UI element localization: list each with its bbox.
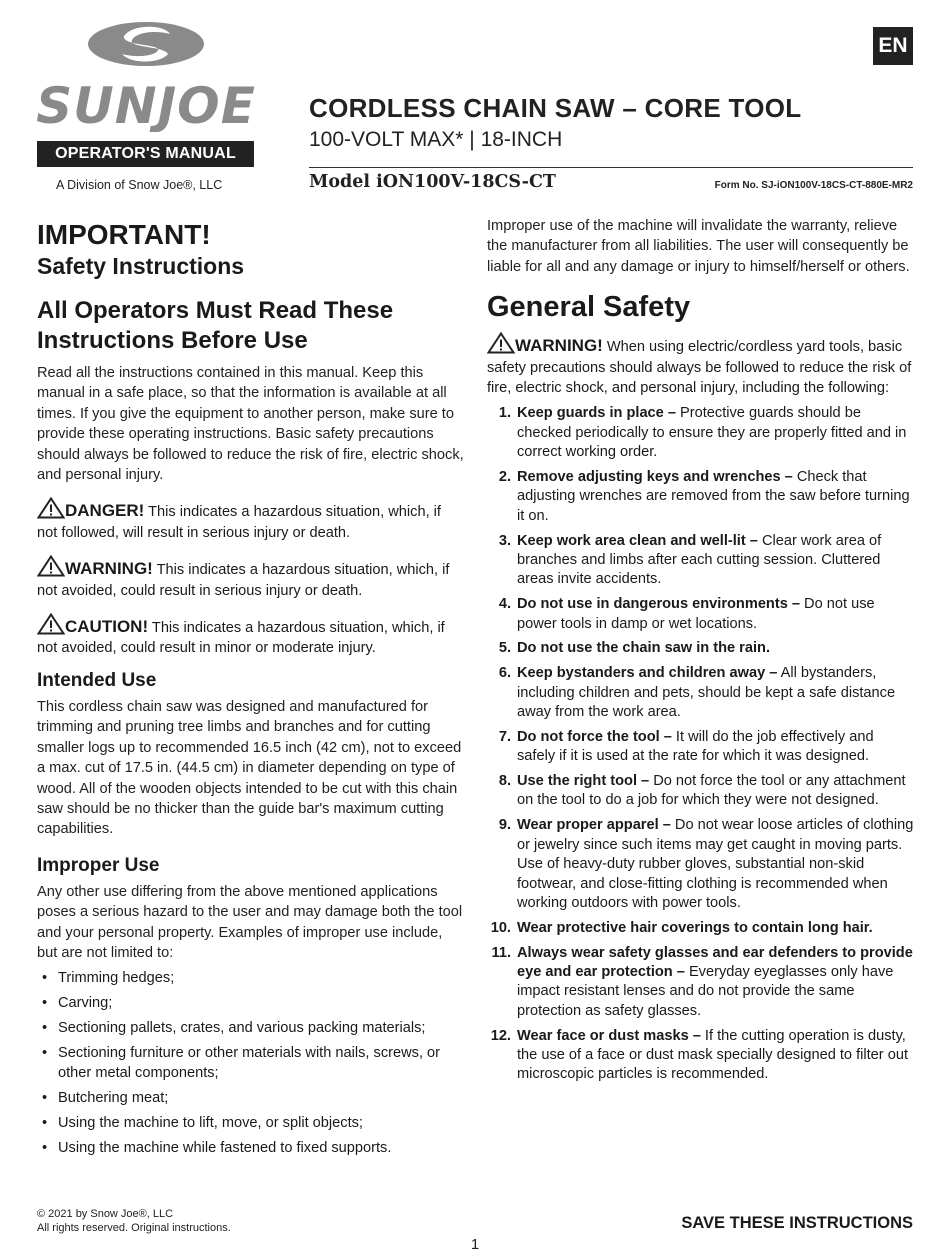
model-number: Model iON100V-18CS-CT [309, 172, 556, 192]
warning-word: WARNING! [65, 559, 153, 579]
list-item: 4. Do not use in dangerous environments – Do not use power tools in damp or wet locations. [498, 596, 875, 632]
intended-use-paragraph: This cordless chain saw was designed and manufactured for trimming and pruning tree limbs and branches and for cutting smaller logs up to recommended 16.5 inch (42 cm), not to exceed a max. cut of 17.5 in. (44.5 cm) in diameter depending on type of wood. All of the wooden objects intended to be cut with this chain saw should be no thicker than the guide bar's maximum cutting capabilities. [37, 698, 462, 838]
sunjoe-logo [36, 20, 256, 132]
danger-text: This indicates a hazardous situation, which, if not followed, will result in serious injury or death. [37, 504, 441, 541]
list-item: • Carving; [42, 995, 113, 1012]
document-title: CORDLESS CHAIN SAW – CORE TOOL [309, 93, 802, 123]
warning-notice [37, 555, 465, 601]
general-warning-notice [487, 332, 915, 398]
operators-manual-label: OPERATOR'S MANUAL [37, 141, 254, 167]
intended-use-heading: Intended Use [37, 669, 157, 691]
list-item: • Butchering meat; [42, 1090, 169, 1107]
svg-text:SUNJOE: SUNJOE [36, 77, 256, 132]
list-item: 8. Use the right tool – Do not force the tool or any attachment on the tool to do a job for which they were not designed. [498, 773, 906, 809]
caution-notice [37, 613, 465, 659]
document-subtitle: 100-VOLT MAX* | 18-INCH [309, 128, 563, 151]
warning-text: When using electric/cordless yard tools, basic safety precautions should always be followed to reduce the risk of fire, electric shock, and personal injury, including the following: [487, 339, 912, 397]
copyright-line: © 2021 by Snow Joe®, LLC [37, 1208, 174, 1220]
division-text: A Division of Snow Joe®, LLC [56, 178, 223, 192]
important-heading: IMPORTANT! [37, 219, 211, 250]
improper-use-paragraph: Any other use differing from the above mentioned applications poses a serious hazard to the user and may damage both the tool and your personal property. Examples of improper use include, but are not limited to: [37, 883, 463, 961]
safety-rules-list [487, 404, 915, 1084]
caution-word: CAUTION! [65, 617, 149, 637]
list-item: 11. Always wear safety glasses and ear defenders to provide eye and ear protection – Everyday eyeglasses only have impact resistant lenses and do not provide the same protection as safety glasses. [491, 944, 913, 1019]
warning-triangle-icon [487, 332, 515, 354]
list-item: 5. Do not use the chain saw in the rain. [498, 640, 770, 657]
list-item: • Sectioning furniture or other materials with nails, screws, or other metal components; [42, 1045, 441, 1082]
rights-line: All rights reserved. Original instructions. [37, 1222, 231, 1234]
safety-instructions-heading: Safety Instructions [37, 253, 245, 279]
warning-triangle-icon [37, 497, 65, 519]
page-number: 1 [470, 1236, 480, 1253]
language-badge: EN [873, 27, 913, 65]
general-safety-heading: General Safety [487, 291, 691, 324]
list-item: • Trimming hedges; [42, 970, 175, 987]
danger-notice [37, 497, 465, 543]
list-item: • Using the machine while fastened to fixed supports. [42, 1140, 392, 1157]
improper-use-heading: Improper Use [37, 854, 160, 876]
sunjoe-logo-icon [36, 20, 256, 132]
warning-word: WARNING! [515, 336, 603, 356]
list-item: 3. Keep work area clean and well-lit – Clear work area of branches and limbs after each cutting session. Cluttered areas invite accidents. [498, 532, 882, 588]
right-column [487, 216, 915, 1090]
list-item: 12. Wear face or dust masks – If the cutting operation is dusty, the use of a face or dust mask specially designed to filter out microscopic particles is recommended. [490, 1027, 909, 1083]
form-number: Form No. SJ-iON100V-18CS-CT-880E-MR2 [714, 180, 913, 191]
warning-triangle-icon [37, 613, 65, 635]
list-item: • Using the machine to lift, move, or split objects; [42, 1115, 363, 1132]
list-item: 1. Keep guards in place – Protective guards should be checked periodically to ensure they are properly fitted and in correct working order. [498, 405, 907, 461]
list-item: • Sectioning pallets, crates, and various packing materials; [42, 1020, 426, 1037]
warning-text: This indicates a hazardous situation, which, if not avoided, could result in serious injury or death. [37, 562, 450, 599]
list-item: 10. Wear protective hair coverings to contain long hair. [490, 919, 873, 936]
list-item: 2. Remove adjusting keys and wrenches – Check that adjusting wrenches are removed from the saw before turning it on. [498, 469, 910, 524]
list-item: 9. Wear proper apparel – Do not wear loose articles of clothing or jewelry since such items may get caught in moving parts. Use of heavy-duty rubber gloves, substantial non-skid footwear, and close-fitting clothing is recommended when working outdoors with power tools. [498, 817, 914, 911]
save-instructions-label: SAVE THESE INSTRUCTIONS [681, 1214, 913, 1232]
list-item: 7. Do not force the tool – It will do the job effectively and safely if it is used at the rate for which it was designed. [498, 728, 874, 765]
left-column [37, 218, 465, 1163]
danger-word: DANGER! [65, 501, 145, 521]
improper-use-list [37, 968, 465, 1158]
all-operators-heading: All Operators Must Read These Instructions Before Use [37, 297, 394, 354]
caution-text: This indicates a hazardous situation, which, if not avoided, could result in minor or moderate injury. [37, 620, 445, 657]
copyright-notice [37, 1207, 231, 1235]
header-divider [309, 167, 913, 168]
warning-triangle-icon [37, 555, 65, 577]
improper-consequence-paragraph: Improper use of the machine will invalidate the warranty, relieve the manufacturer from all liabilities. The user will consequently be liable for all and any damage or injury to himself/herself or others. [487, 218, 910, 275]
list-item: 6. Keep bystanders and children away – All bystanders, including children and pets, should be kept a safe distance away from the work area. [498, 665, 896, 721]
intro-paragraph: Read all the instructions contained in this manual. Keep this manual in a safe place, so that the information is available at all times. If you give the equipment to another person, make sure to provide these operating instructions. Basic safety precautions should always be followed to reduce the risk of fire, electric shock, and personal injury. [37, 365, 464, 484]
